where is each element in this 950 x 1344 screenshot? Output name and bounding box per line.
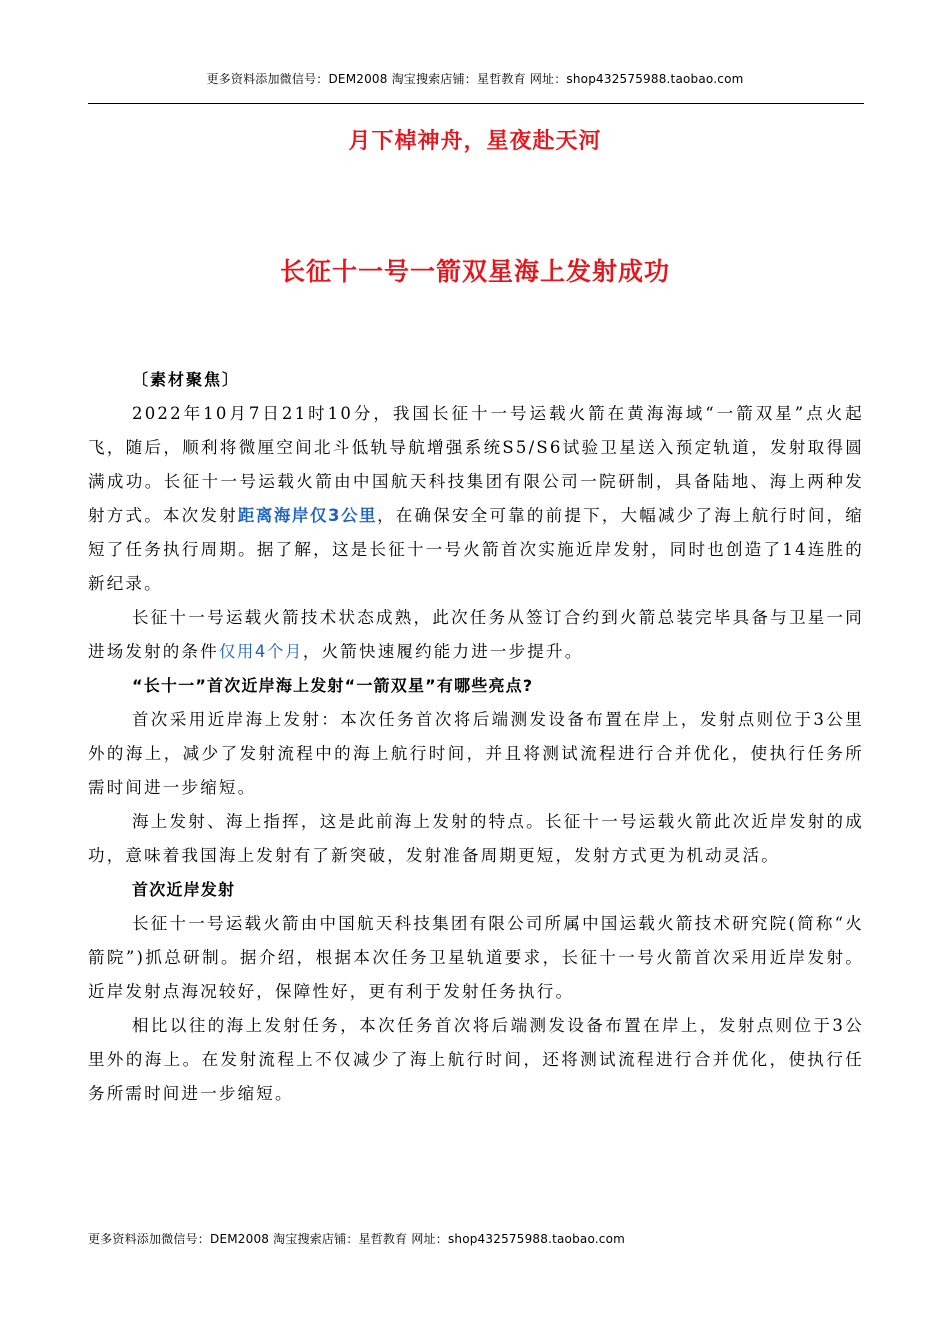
paragraph-1-text-b: ，在确保安全可靠的前提下，大幅减少了海上航行时间，缩短了任务执行周期。据了解，这是长征十一号火箭首次实施近岸发射，同时也创造了14连胜的新纪录。 bbox=[88, 506, 864, 593]
paragraph-4: 海上发射、海上指挥，这是此前海上发射的特点。长征十一号运载火箭此次近岸发射的成功，意味着我国海上发射有了新突破，发射准备周期更短，发射方式更为机动灵活。 bbox=[88, 812, 864, 865]
highlight-duration: 仅用4个月 bbox=[218, 642, 303, 661]
paragraph-6: 相比以往的海上发射任务，本次任务首次将后端测发设备布置在岸上，发射点则位于3公里外的海上。在发射流程上不仅减少了海上航行时间，还将测试流程进行合并优化，使执行任务所需时间进一步缩短。 bbox=[88, 1016, 864, 1103]
paragraph-2 bbox=[88, 601, 864, 669]
highlight-distance: 距离海岸仅3公里 bbox=[237, 506, 378, 525]
main-title: 月下棹神舟，星夜赴天河 bbox=[348, 129, 602, 154]
sub-title: 长征十一号一箭双星海上发射成功 bbox=[279, 257, 670, 286]
paragraph-1 bbox=[88, 397, 864, 601]
article-body bbox=[88, 363, 864, 1111]
subheading-highlights: “长十一”首次近岸海上发射“一箭双星”有哪些亮点? bbox=[132, 676, 534, 695]
header-note: 更多资料添加微信号：DEM2008 淘宝搜索店铺：星哲教育 网址：shop432575988.taobao.com bbox=[206, 72, 744, 86]
paragraph-5: 长征十一号运载火箭由中国航天科技集团有限公司所属中国运载火箭技术研究院(简称“火箭院”)抓总研制。据介绍，根据本次任务卫星轨道要求，长征十一号火箭首次采用近岸发射。近岸发射点海况较好，保障性好，更有利于发射任务执行。 bbox=[88, 914, 864, 1001]
header-divider bbox=[88, 103, 864, 104]
paragraph-1-text-a: 2022年10月7日21时10分，我国长征十一号运载火箭在黄海海域“一箭双星”点火起飞，随后，顺利将微厘空间北斗低轨导航增强系统S5/S6试验卫星送入预定轨道，发射取得圆满成功。长征十一号运载火箭由中国航天科技集团有限公司一院研制，具备陆地、海上两种发射方式。本次发射 bbox=[88, 404, 864, 525]
footer-note: 更多资料添加微信号：DEM2008 淘宝搜索店铺：星哲教育 网址：shop432575988.taobao.com bbox=[88, 1232, 626, 1246]
section-label: 〔素材聚焦〕 bbox=[132, 370, 241, 389]
subheading-first-nearshore: 首次近岸发射 bbox=[132, 880, 236, 899]
paragraph-2-text-a: 长征十一号运载火箭技术状态成熟，此次任务从签订合约到火箭总装完毕具备与卫星一同进场发射的条件 bbox=[88, 608, 864, 661]
paragraph-2-text-b: ，火箭快速履约能力进一步提升。 bbox=[302, 642, 584, 661]
paragraph-3: 首次采用近岸海上发射：本次任务首次将后端测发设备布置在岸上，发射点则位于3公里外的海上，减少了发射流程中的海上航行时间，并且将测试流程进行合并优化，使执行任务所需时间进一步缩短。 bbox=[88, 710, 864, 797]
